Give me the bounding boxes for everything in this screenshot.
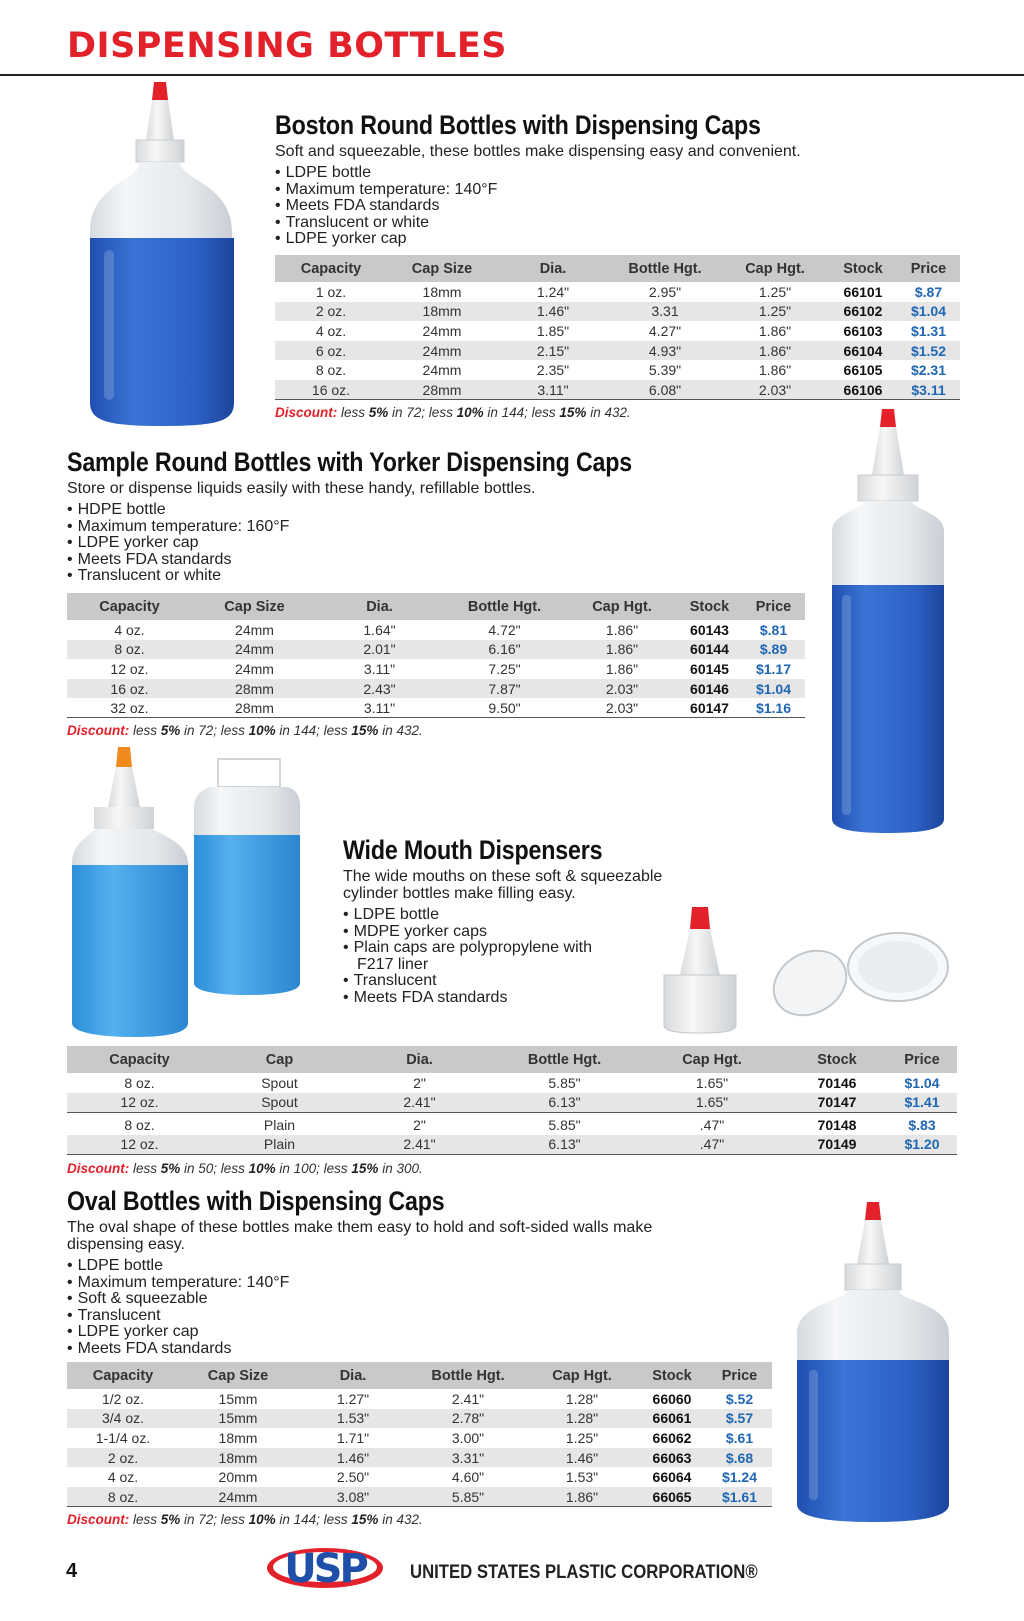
- stock-number: 66064: [652, 1469, 692, 1486]
- table-cell: 6 oz.: [275, 341, 387, 361]
- table-cell: Plain: [263, 1116, 296, 1133]
- price: $1.41: [887, 1093, 957, 1113]
- table-cell: 2.78": [409, 1409, 527, 1429]
- table-cell: 4 oz.: [315, 322, 347, 339]
- table-cell: 3.11": [317, 698, 442, 718]
- feature-item: • Meets FDA standards: [67, 1341, 727, 1358]
- price: $.87: [914, 283, 943, 300]
- feature-item: • LDPE yorker cap: [67, 1324, 727, 1341]
- column-header: Cap Hgt.: [721, 255, 829, 282]
- table-row: [67, 1448, 772, 1468]
- feature-item: • Maximum temperature: 140°F: [275, 182, 840, 199]
- table-cell: 18mm: [387, 302, 497, 322]
- table-header-row: [275, 255, 960, 282]
- price: $.68: [707, 1448, 772, 1468]
- price: $3.11: [897, 380, 960, 400]
- table-cell: 24mm: [235, 660, 274, 677]
- column-header: Cap Hgt.: [527, 1362, 637, 1389]
- table-cell: 24mm: [235, 621, 274, 638]
- table-row: [67, 659, 805, 679]
- table-header-row: [67, 1046, 957, 1073]
- column-header: Price: [887, 1046, 957, 1073]
- table-cell: 18mm: [422, 283, 462, 300]
- table-cell: 1.46": [497, 302, 609, 322]
- table-cell: .47": [637, 1135, 787, 1155]
- table-row: [67, 679, 805, 699]
- table-cell: 20mm: [218, 1469, 258, 1486]
- table-cell: 9.50": [442, 698, 567, 718]
- price: $1.04: [897, 302, 960, 322]
- table-row: [67, 1467, 772, 1487]
- table-cell: 1.86": [605, 621, 639, 638]
- feature-list: [275, 165, 840, 248]
- price: $1.24: [721, 1469, 758, 1486]
- page-title: DISPENSING BOTTLES: [67, 26, 507, 66]
- table-row: [275, 380, 960, 400]
- table-cell: 8 oz.: [315, 362, 347, 379]
- column-header: Bottle Hgt.: [492, 1046, 637, 1073]
- column-header: Price: [742, 593, 805, 620]
- discount-note: Discount: less 5% in 72; less 10% in 144; less 15% in 432.: [67, 1512, 423, 1527]
- column-header: Bottle Hgt.: [609, 255, 721, 282]
- table-cell: 1.85": [536, 322, 570, 339]
- table-cell: 2": [413, 1074, 426, 1091]
- svg-text:USP: USP: [284, 1546, 366, 1592]
- column-header: Stock: [637, 1362, 707, 1389]
- section-title: Sample Round Bottles with Yorker Dispensing Caps: [67, 447, 633, 477]
- table-row: [275, 302, 960, 322]
- table-cell: 1.25": [758, 283, 792, 300]
- usp-logo: [265, 1540, 385, 1592]
- column-header: Cap Hgt.: [637, 1046, 787, 1073]
- table-cell: 3/4 oz.: [67, 1409, 179, 1429]
- table-cell: 2.01": [317, 640, 442, 660]
- table-cell: 1.71": [336, 1429, 370, 1446]
- table-cell: 8 oz.: [124, 1116, 155, 1133]
- table-cell: 2.41": [347, 1093, 492, 1113]
- boston-spec-table: [275, 255, 960, 400]
- table-row: [67, 1093, 957, 1113]
- price: $.83: [908, 1116, 936, 1133]
- table-cell: 1.25": [721, 302, 829, 322]
- table-cell: 3.31: [609, 302, 721, 322]
- table-cell: 2.41": [347, 1135, 492, 1155]
- feature-item: • Translucent or white: [67, 568, 724, 585]
- plain-caps-image: [762, 933, 948, 1028]
- table-cell: 5.85": [409, 1487, 527, 1507]
- feature-item: • Plain caps are polypropylene with: [343, 940, 663, 957]
- table-cell: 18mm: [218, 1429, 258, 1446]
- table-cell: 1/2 oz.: [101, 1390, 145, 1407]
- feature-item: • Maximum temperature: 160°F: [67, 519, 724, 536]
- table-cell: 1.27": [336, 1390, 370, 1407]
- section-description: The wide mouths on these soft & squeezable cylinder bottles make filling easy.: [343, 868, 663, 902]
- table-cell: 4.72": [488, 621, 521, 638]
- table-cell: 12 oz.: [67, 1093, 212, 1113]
- table-cell: Plain: [212, 1135, 347, 1155]
- table-cell: 24mm: [422, 322, 462, 339]
- feature-item: • LDPE bottle: [343, 907, 663, 924]
- table-header-row: [67, 1362, 772, 1389]
- stock-number: 66103: [843, 322, 883, 339]
- table-cell: 2.03": [721, 380, 829, 400]
- sample-round-spec-table: [67, 593, 805, 718]
- price: $.52: [725, 1390, 754, 1407]
- section-title: Oval Bottles with Dispensing Caps: [67, 1186, 445, 1216]
- table-row: [275, 282, 960, 302]
- stock-number: 70146: [817, 1074, 857, 1091]
- table-cell: 2 oz.: [275, 302, 387, 322]
- feature-item: • Translucent or white: [275, 215, 840, 232]
- column-header: Cap Size: [179, 1362, 297, 1389]
- table-cell: 1.86": [527, 1487, 637, 1507]
- table-row: [67, 1115, 957, 1135]
- table-cell: 6.08": [609, 380, 721, 400]
- stock-number: 60144: [677, 640, 742, 660]
- table-cell: 1.46": [527, 1448, 637, 1468]
- stock-number: 70147: [787, 1093, 887, 1113]
- table-row: [67, 1073, 957, 1093]
- feature-item: • LDPE yorker cap: [275, 231, 840, 248]
- section-title: Boston Round Bottles with Dispensing Caps: [275, 110, 761, 140]
- title-divider: [0, 74, 1024, 76]
- table-cell: 24mm: [387, 341, 497, 361]
- table-cell: 5.85": [548, 1116, 581, 1133]
- table-cell: 7.87": [442, 679, 567, 699]
- boston-section: [275, 110, 840, 248]
- stock-number: 66062: [652, 1429, 692, 1446]
- table-cell: .47": [699, 1116, 725, 1133]
- price: $1.20: [887, 1135, 957, 1155]
- table-cell: 24mm: [179, 1487, 297, 1507]
- table-cell: 2.03": [567, 679, 677, 699]
- table-cell: 8 oz.: [67, 640, 192, 660]
- table-cell: 4 oz.: [114, 621, 145, 638]
- feature-list: [343, 907, 663, 1007]
- price: $1.61: [707, 1487, 772, 1507]
- table-cell: 15mm: [218, 1390, 258, 1407]
- wide-mouth-bottles-image: [70, 745, 320, 1040]
- column-header: Dia.: [297, 1362, 409, 1389]
- price: $1.16: [742, 698, 805, 718]
- table-cell: 28mm: [387, 380, 497, 400]
- section-description: Store or dispense liquids easily with these handy, refillable bottles.: [67, 480, 536, 497]
- section-description: Soft and squeezable, these bottles make dispensing easy and convenient.: [275, 143, 801, 160]
- table-cell: 1.64": [363, 621, 396, 638]
- table-cell: 1.28": [565, 1390, 599, 1407]
- yorker-cap-image: [660, 905, 960, 1035]
- table-cell: 1.86": [721, 341, 829, 361]
- oval-spec-table: [67, 1362, 772, 1507]
- table-cell: 1.53": [565, 1469, 599, 1486]
- table-cell: 4.27": [648, 322, 682, 339]
- wide-mouth-section: [343, 835, 663, 1007]
- column-header: Bottle Hgt.: [409, 1362, 527, 1389]
- column-header: Dia.: [347, 1046, 492, 1073]
- table-cell: 6.13": [492, 1093, 637, 1113]
- wide-mouth-spec-table: [67, 1046, 957, 1155]
- table-row: [67, 1487, 772, 1507]
- table-cell: 3.31": [409, 1448, 527, 1468]
- feature-item: • Meets FDA standards: [275, 198, 840, 215]
- feature-item: • Soft & squeezable: [67, 1291, 727, 1308]
- stock-number: 66104: [829, 341, 897, 361]
- table-row: [67, 620, 805, 640]
- table-cell: 28mm: [192, 679, 317, 699]
- table-cell: 12 oz.: [67, 1135, 212, 1155]
- column-header: Bottle Hgt.: [442, 593, 567, 620]
- table-cell: 24mm: [192, 640, 317, 660]
- table-cell: 2.41": [451, 1390, 485, 1407]
- table-cell: 2.15": [497, 341, 609, 361]
- column-header: Capacity: [67, 1362, 179, 1389]
- boston-round-bottle-image: [82, 80, 242, 430]
- table-cell: 1.86": [567, 640, 677, 660]
- price: $1.04: [742, 679, 805, 699]
- feature-list: [67, 1258, 727, 1358]
- stock-number: 66061: [637, 1409, 707, 1429]
- table-cell: 5.85": [548, 1074, 581, 1091]
- discount-note: Discount: less 5% in 72; less 10% in 144; less 15% in 432.: [67, 723, 423, 738]
- stock-number: 60146: [677, 679, 742, 699]
- feature-item: • HDPE bottle: [67, 502, 724, 519]
- table-cell: 6.13": [492, 1135, 637, 1155]
- feature-item: • LDPE yorker cap: [67, 535, 724, 552]
- feature-item: • Meets FDA standards: [343, 990, 663, 1007]
- table-cell: 3.08": [297, 1487, 409, 1507]
- table-row: [67, 698, 805, 718]
- feature-item: • Translucent: [67, 1308, 727, 1325]
- column-header: Capacity: [275, 255, 387, 282]
- stock-number: 70149: [787, 1135, 887, 1155]
- table-cell: 1.65": [637, 1093, 787, 1113]
- table-cell: 2.35": [536, 362, 570, 379]
- discount-note: Discount: less 5% in 72; less 10% in 144; less 15% in 432.: [275, 405, 631, 420]
- stock-number: 66101: [843, 283, 883, 300]
- table-cell: 24mm: [422, 362, 462, 379]
- table-cell: 28mm: [192, 698, 317, 718]
- column-header: Price: [897, 255, 960, 282]
- stock-number: 70148: [817, 1116, 857, 1133]
- stock-number: 66060: [652, 1390, 692, 1407]
- table-cell: 3.11": [363, 660, 396, 677]
- column-header: Price: [707, 1362, 772, 1389]
- table-row: [67, 640, 805, 660]
- table-cell: 1.65": [695, 1074, 729, 1091]
- table-row: [67, 1409, 772, 1429]
- price: $.89: [742, 640, 805, 660]
- table-cell: 1.53": [297, 1409, 409, 1429]
- stock-number: 60143: [690, 621, 729, 638]
- stock-number: 66102: [829, 302, 897, 322]
- table-cell: 1.86": [758, 362, 792, 379]
- company-name: UNITED STATES PLASTIC CORPORATION®: [410, 1562, 758, 1583]
- table-cell: 32 oz.: [67, 698, 192, 718]
- column-header: Capacity: [67, 1046, 212, 1073]
- table-cell: 16 oz.: [275, 380, 387, 400]
- table-cell: 4.60": [451, 1469, 485, 1486]
- sample-round-section: [67, 447, 724, 585]
- column-header: Cap Hgt.: [567, 593, 677, 620]
- stock-number: 66063: [637, 1448, 707, 1468]
- table-cell: 8 oz.: [67, 1487, 179, 1507]
- table-cell: 2.03": [567, 698, 677, 718]
- price: $1.04: [904, 1074, 940, 1091]
- table-cell: 16 oz.: [67, 679, 192, 699]
- stock-number: 66106: [829, 380, 897, 400]
- table-cell: 1 oz.: [315, 283, 347, 300]
- table-cell: 2.95": [648, 283, 682, 300]
- feature-item: • Translucent: [343, 973, 663, 990]
- feature-item: • Maximum temperature: 140°F: [67, 1275, 727, 1292]
- oval-bottle-image: [795, 1200, 955, 1525]
- stock-number: 66065: [637, 1487, 707, 1507]
- feature-item: • MDPE yorker caps: [343, 924, 663, 941]
- table-cell: Spout: [261, 1074, 298, 1091]
- table-row: [275, 321, 960, 341]
- price: $.61: [725, 1429, 754, 1446]
- table-cell: 1.28": [527, 1409, 637, 1429]
- table-cell: 1.24": [536, 283, 570, 300]
- column-header: Cap Size: [192, 593, 317, 620]
- table-cell: 15mm: [179, 1409, 297, 1429]
- table-cell: 4.93": [609, 341, 721, 361]
- table-row: [275, 360, 960, 380]
- column-header: Stock: [677, 593, 742, 620]
- table-header-row: [67, 593, 805, 620]
- table-cell: Spout: [212, 1093, 347, 1113]
- discount-note: Discount: less 5% in 50; less 10% in 100; less 15% in 300.: [67, 1161, 423, 1176]
- price: $1.52: [897, 341, 960, 361]
- table-cell: 5.39": [648, 362, 682, 379]
- table-row: [275, 341, 960, 361]
- table-cell: 7.25": [488, 660, 521, 677]
- oval-section: [67, 1186, 727, 1358]
- table-row: [67, 1135, 957, 1155]
- price: $2.31: [910, 362, 947, 379]
- table-cell: 12 oz.: [110, 660, 149, 677]
- table-cell: 3.11": [497, 380, 609, 400]
- stock-number: 66105: [843, 362, 883, 379]
- table-cell: 1-1/4 oz.: [95, 1429, 151, 1446]
- table-cell: 1.86": [605, 660, 639, 677]
- table-cell: 1.46": [297, 1448, 409, 1468]
- section-description: The oval shape of these bottles make them easy to hold and soft-sided walls make dispensing easy.: [67, 1219, 653, 1253]
- column-header: Capacity: [67, 593, 192, 620]
- table-row: [67, 1389, 772, 1409]
- feature-item: • LDPE bottle: [67, 1258, 727, 1275]
- price: $.57: [707, 1409, 772, 1429]
- table-cell: 3.00": [451, 1429, 485, 1446]
- table-row: [67, 1428, 772, 1448]
- feature-item: • Meets FDA standards: [67, 552, 724, 569]
- column-header: Cap Size: [387, 255, 497, 282]
- stock-number: 60145: [690, 660, 729, 677]
- table-cell: 2": [413, 1116, 426, 1133]
- table-cell: 2 oz.: [67, 1448, 179, 1468]
- feature-item: • LDPE bottle: [275, 165, 840, 182]
- column-header: Stock: [787, 1046, 887, 1073]
- column-header: Stock: [829, 255, 897, 282]
- column-header: Dia.: [497, 255, 609, 282]
- cylinder-bottle-image: [820, 405, 960, 835]
- table-cell: 4 oz.: [107, 1469, 139, 1486]
- table-cell: 2.43": [317, 679, 442, 699]
- section-title: Wide Mouth Dispensers: [343, 835, 603, 865]
- table-cell: 6.16": [442, 640, 567, 660]
- page-number: 4: [66, 1560, 78, 1582]
- feature-list: [67, 502, 724, 585]
- table-cell: 1.25": [565, 1429, 599, 1446]
- price: $1.31: [910, 322, 947, 339]
- table-cell: 2.50": [336, 1469, 370, 1486]
- table-cell: 8 oz.: [124, 1074, 155, 1091]
- table-cell: 18mm: [179, 1448, 297, 1468]
- column-header: Cap: [212, 1046, 347, 1073]
- price: $1.17: [755, 660, 792, 677]
- stock-number: 60147: [677, 698, 742, 718]
- column-header: Dia.: [317, 593, 442, 620]
- table-cell: 1.86": [758, 322, 792, 339]
- price: $.81: [759, 621, 788, 638]
- feature-item: F217 liner: [357, 955, 429, 973]
